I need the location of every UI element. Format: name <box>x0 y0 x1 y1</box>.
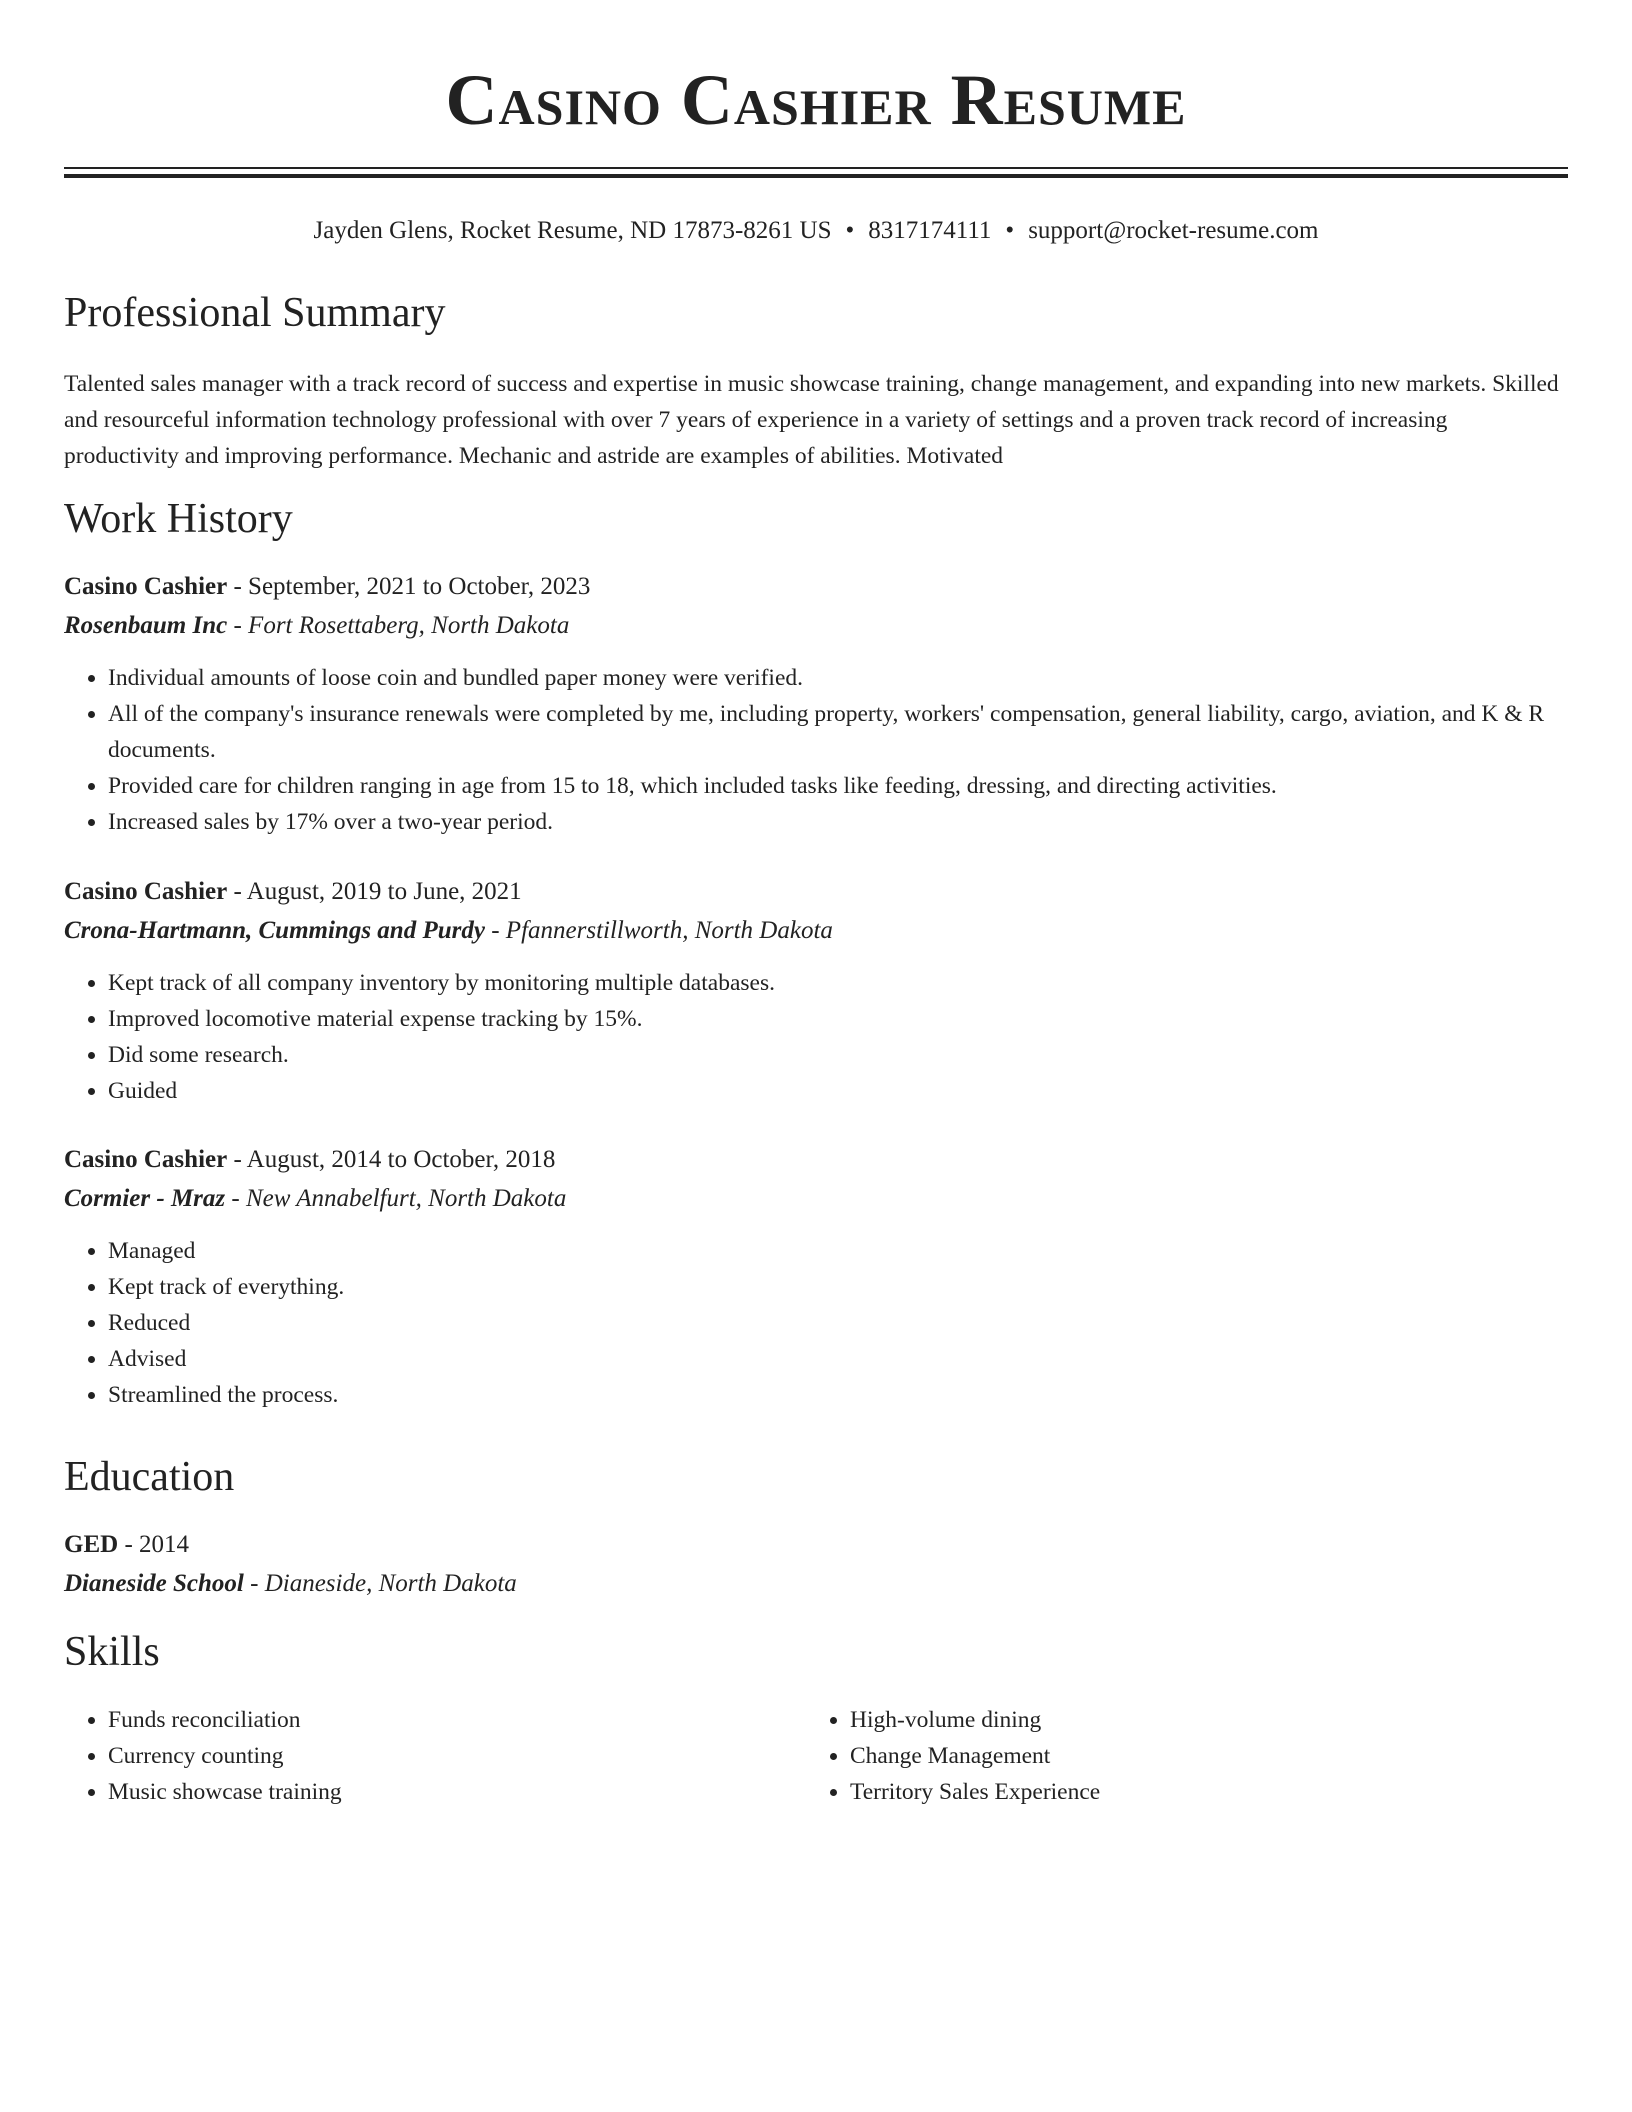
skill-item: • Funds reconciliation <box>108 1702 808 1738</box>
skills-heading: Skills <box>64 1629 160 1675</box>
education-degree-line <box>64 1528 189 1562</box>
job-header <box>64 875 522 909</box>
job-location: - New Annabelfurt, North Dakota <box>225 1185 567 1212</box>
job-title: Casino Cashier <box>64 1146 228 1173</box>
skills-column-right <box>806 1702 1550 1810</box>
resume-title: Casino Cashier Resume <box>445 60 1187 140</box>
job-dates: - August, 2014 to October, 2018 <box>227 1146 556 1173</box>
job-header <box>64 1143 555 1177</box>
list-item: • Kept track of everything. <box>108 1269 1568 1305</box>
summary-text: Talented sales manager with a track record of success and expertise in music showcase training, change management, and expanding into new markets. Skilled and resourceful information technology professional with over 7 years of experience in a variety of settings and a proven track record of increasing productivity and improving performance. Mechanic and astride are examples of abilities. Motivated <box>64 371 1559 469</box>
list-item: • Advised <box>108 1341 1568 1377</box>
contact-separator: • <box>1005 217 1015 244</box>
list-item: • Reduced <box>108 1305 1568 1341</box>
job-company: Crona-Hartmann, Cummings and Purdy <box>64 917 485 944</box>
education-school-line <box>64 1567 517 1601</box>
contact-email: support@rocket-resume.com <box>1028 217 1319 244</box>
education-year: - 2014 <box>118 1531 190 1558</box>
education-school: Dianeside School <box>64 1570 244 1597</box>
list-item: • Improved locomotive material expense tracking by 15%. <box>108 1001 1568 1037</box>
job-bullets <box>64 1233 1568 1413</box>
job-dates: - September, 2021 to October, 2023 <box>227 573 591 600</box>
list-item: • Kept track of all company inventory by monitoring multiple databases. <box>108 965 1568 1001</box>
job-title: Casino Cashier <box>64 878 228 905</box>
list-item: • All of the company's insurance renewals were completed by me, including property, workers' compensation, general liability, cargo, aviation, and K & R documents. <box>108 696 1568 768</box>
list-item: • Individual amounts of loose coin and bundled paper money were verified. <box>108 660 1568 696</box>
job-employer <box>64 1182 566 1216</box>
title-divider-thin <box>64 167 1568 169</box>
education-location: - Dianeside, North Dakota <box>243 1570 517 1597</box>
list-item: • Guided <box>108 1073 1568 1109</box>
work-history-heading: Work History <box>64 496 293 542</box>
education-degree: GED <box>64 1531 119 1558</box>
list-item: • Provided care for children ranging in age from 15 to 18, which included tasks like feeding, dressing, and directing activities. <box>108 768 1568 804</box>
list-item: • Managed <box>108 1233 1568 1269</box>
list-item: • Streamlined the process. <box>108 1377 1568 1413</box>
summary-heading: Professional Summary <box>64 290 446 336</box>
job-dates: - August, 2019 to June, 2021 <box>227 878 522 905</box>
skill-item: • Currency counting <box>108 1738 808 1774</box>
job-bullets <box>64 660 1568 840</box>
job-location: - Pfannerstillworth, North Dakota <box>484 917 833 944</box>
job-employer <box>64 609 569 643</box>
resume-page <box>64 0 1568 1805</box>
job-header <box>64 570 590 604</box>
job-employer <box>64 914 833 948</box>
job-company: Rosenbaum Inc <box>64 612 228 639</box>
title-divider-thick <box>64 174 1568 178</box>
skill-item: • High-volume dining <box>850 1702 1550 1738</box>
job-location: - Fort Rosettaberg, North Dakota <box>227 612 570 639</box>
skill-item: • Change Management <box>850 1738 1550 1774</box>
list-item: • Increased sales by 17% over a two-year period. <box>108 804 1568 840</box>
skill-item: • Music showcase training <box>108 1774 808 1810</box>
job-company: Cormier - Mraz <box>64 1185 226 1212</box>
job-bullets <box>64 965 1568 1109</box>
skill-item: • Territory Sales Experience <box>850 1774 1550 1810</box>
contact-separator: • <box>845 217 855 244</box>
job-title: Casino Cashier <box>64 573 228 600</box>
contact-line <box>64 214 1568 248</box>
contact-address: Jayden Glens, Rocket Resume, ND 17873-8261 US <box>313 217 832 244</box>
contact-phone: 8317174111 <box>868 217 992 244</box>
education-heading: Education <box>64 1454 235 1500</box>
list-item: • Did some research. <box>108 1037 1568 1073</box>
skills-column-left <box>64 1702 808 1810</box>
